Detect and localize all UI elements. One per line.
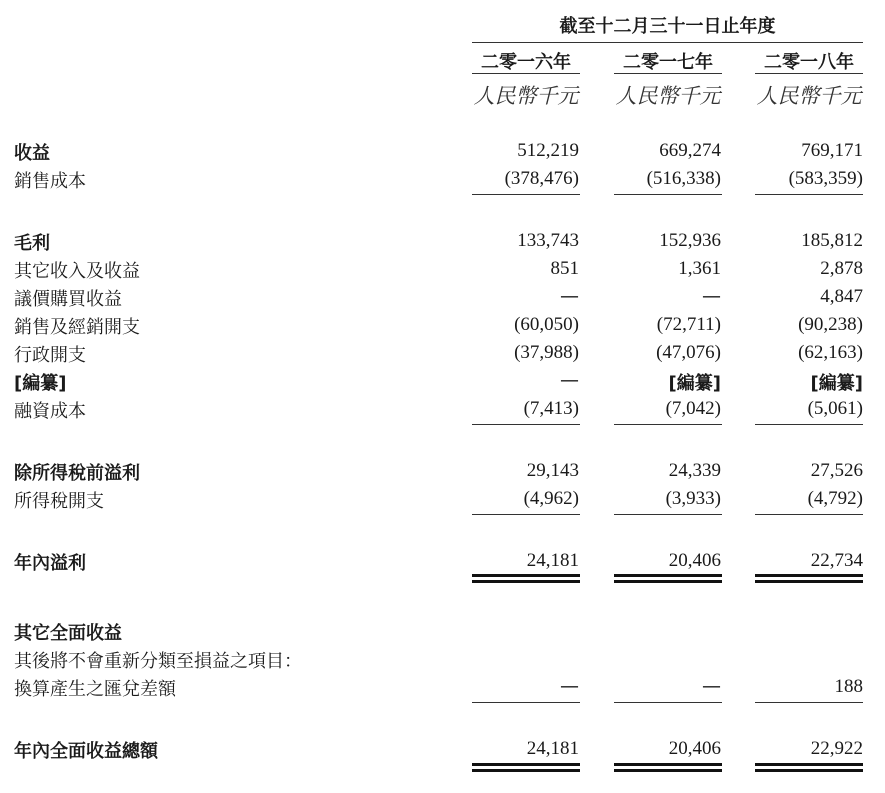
cell-value: [編纂]	[668, 373, 721, 394]
row-label-revenue: 收益	[14, 143, 50, 164]
cell-value: 1,361	[678, 258, 721, 279]
total-double-rule	[755, 763, 863, 772]
row-label-admin-expenses: 行政開支	[14, 345, 86, 366]
row-label-finance-costs: 融資成本	[14, 401, 86, 422]
cell-value: 188	[834, 676, 863, 697]
cell-value: (378,476)	[504, 168, 579, 189]
subtotal-rule	[614, 194, 722, 195]
cell-value: (47,076)	[656, 342, 721, 363]
year-underline	[472, 73, 580, 74]
row-label-bargain-purchase-gain: 議價購買收益	[14, 289, 122, 310]
year-underline	[614, 73, 722, 74]
total-double-rule	[614, 763, 722, 772]
cell-value: 29,143	[526, 460, 579, 481]
row-label-profit-before-tax: 除所得稅前溢利	[14, 463, 140, 484]
period-header: 截至十二月三十一日止年度	[559, 16, 776, 37]
subtotal-rule	[755, 424, 863, 425]
cell-value: [編纂]	[810, 373, 863, 394]
cell-value: —	[702, 285, 721, 307]
year-underline	[755, 73, 863, 74]
cell-value: (90,238)	[798, 314, 863, 335]
cell-value: —	[702, 675, 721, 697]
cell-value: 20,406	[668, 550, 721, 571]
subtotal-rule	[614, 702, 722, 703]
cell-value: 27,526	[810, 460, 863, 481]
row-label-other-comprehensive-income: 其它全面收益	[14, 623, 122, 644]
cell-value: 133,743	[517, 230, 579, 251]
subtotal-rule	[472, 194, 580, 195]
cell-value: —	[560, 285, 579, 307]
subtotal-rule	[614, 424, 722, 425]
cell-value: —	[560, 675, 579, 697]
cell-value: 24,181	[526, 550, 579, 571]
unit-label-2017: 人民幣千元	[615, 84, 721, 108]
cell-value: (7,042)	[665, 398, 721, 419]
cell-value: 669,274	[659, 140, 721, 161]
cell-value: (37,988)	[514, 342, 579, 363]
cell-value: 22,734	[810, 550, 863, 571]
row-label-gross-profit: 毛利	[14, 233, 50, 254]
cell-value: —	[560, 369, 579, 391]
subtotal-rule	[472, 514, 580, 515]
cell-value: (62,163)	[798, 342, 863, 363]
year-header-2016: 二零一六年	[481, 52, 571, 73]
cell-value: 152,936	[659, 230, 721, 251]
cell-value: 2,878	[820, 258, 863, 279]
total-double-rule	[472, 763, 580, 772]
cell-value: 769,171	[801, 140, 863, 161]
row-label-items-not-reclassified: 其後將不會重新分類至損益之項目：	[14, 651, 302, 672]
row-label-other-income: 其它收入及收益	[14, 261, 140, 282]
cell-value: 4,847	[820, 286, 863, 307]
unit-label-2018: 人民幣千元	[756, 84, 862, 108]
cell-value: 24,181	[526, 738, 579, 759]
subtotal-rule	[755, 194, 863, 195]
row-label-cost-of-sales: 銷售成本	[14, 171, 86, 192]
row-label-income-tax: 所得稅開支	[14, 491, 104, 512]
row-label-redacted: [編纂]	[14, 373, 67, 394]
cell-value: 512,219	[517, 140, 579, 161]
subtotal-rule	[755, 702, 863, 703]
cell-value: (72,711)	[656, 314, 721, 335]
cell-value: (60,050)	[514, 314, 579, 335]
subtotal-rule	[472, 702, 580, 703]
total-double-rule	[472, 574, 580, 583]
cell-value: 22,922	[810, 738, 863, 759]
cell-value: (7,413)	[523, 398, 579, 419]
cell-value: (3,933)	[665, 488, 721, 509]
period-underline	[472, 42, 863, 43]
total-double-rule	[755, 574, 863, 583]
year-header-2018: 二零一八年	[764, 52, 854, 73]
cell-value: 185,812	[801, 230, 863, 251]
cell-value: (4,962)	[523, 488, 579, 509]
cell-value: (5,061)	[807, 398, 863, 419]
row-label-exchange-differences: 換算產生之匯兌差額	[14, 679, 176, 700]
subtotal-rule	[472, 424, 580, 425]
row-label-total-comprehensive-income: 年內全面收益總額	[14, 741, 158, 762]
unit-label-2016: 人民幣千元	[473, 84, 579, 108]
subtotal-rule	[614, 514, 722, 515]
cell-value: (4,792)	[807, 488, 863, 509]
total-double-rule	[614, 574, 722, 583]
row-label-selling-expenses: 銷售及經銷開支	[14, 317, 140, 338]
year-header-2017: 二零一七年	[623, 52, 713, 73]
cell-value: 24,339	[668, 460, 721, 481]
row-label-profit-for-year: 年內溢利	[14, 553, 86, 574]
cell-value: (583,359)	[788, 168, 863, 189]
cell-value: (516,338)	[646, 168, 721, 189]
cell-value: 851	[550, 258, 579, 279]
subtotal-rule	[755, 514, 863, 515]
cell-value: 20,406	[668, 738, 721, 759]
